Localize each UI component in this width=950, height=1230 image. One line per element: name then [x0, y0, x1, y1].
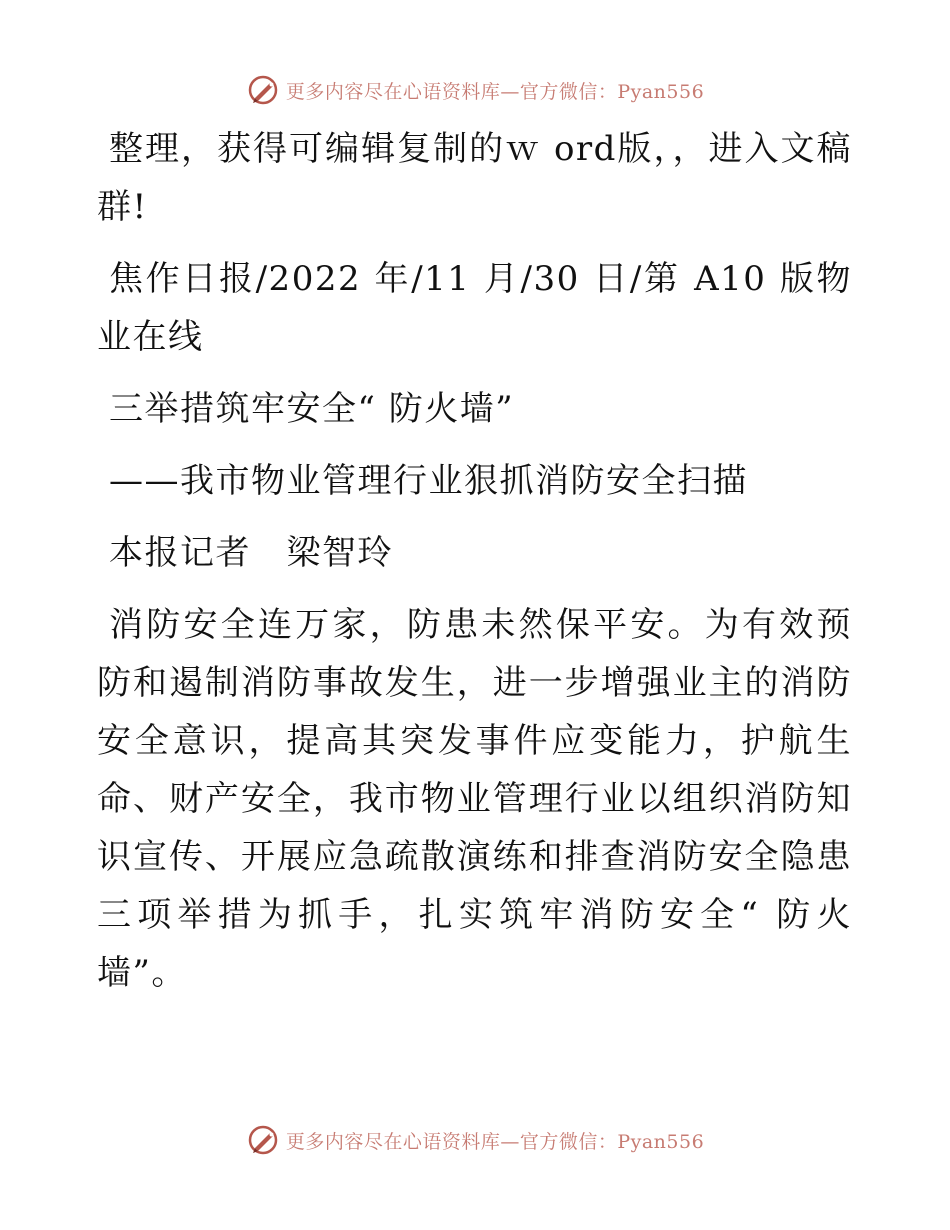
- intro-note: 整理，获得可编辑复制的ｗ ord版，，进入文稿群!: [97, 129, 852, 227]
- watermark-text: 更多内容尽在心语资料库—官方微信：Pyan556: [285, 80, 705, 103]
- source-line: 焦作日报/2022 年/11 月/30 日/第 A10 版物业在线: [97, 259, 852, 357]
- pen-logo-icon: [246, 73, 280, 107]
- footer-watermark: [0, 1120, 950, 1160]
- pen-logo-icon: [246, 1123, 280, 1157]
- article-title: 三举措筑牢安全“ 防火墙”: [109, 389, 515, 429]
- watermark-text: 更多内容尽在心语资料库—官方微信：Pyan556: [285, 1130, 705, 1153]
- article-subtitle: ——我市物业管理行业狠抓消防安全扫描: [109, 461, 748, 501]
- header-watermark: [0, 70, 950, 110]
- document-body: [97, 120, 852, 1002]
- byline: 本报记者 梁智玲: [109, 533, 393, 573]
- body-paragraph: 消防安全连万家，防患未然保平安。为有效预防和遏制消防事故发生，进一步增强业主的消防安全意识，提高其突发事件应变能力，护航生命、财产安全，我市物业管理行业以组织消防知识宣传、开展应急疏散演练和排查消防安全隐患三项举措为抓手，扎实筑牢消防安全“ 防火墙”。: [97, 605, 852, 993]
